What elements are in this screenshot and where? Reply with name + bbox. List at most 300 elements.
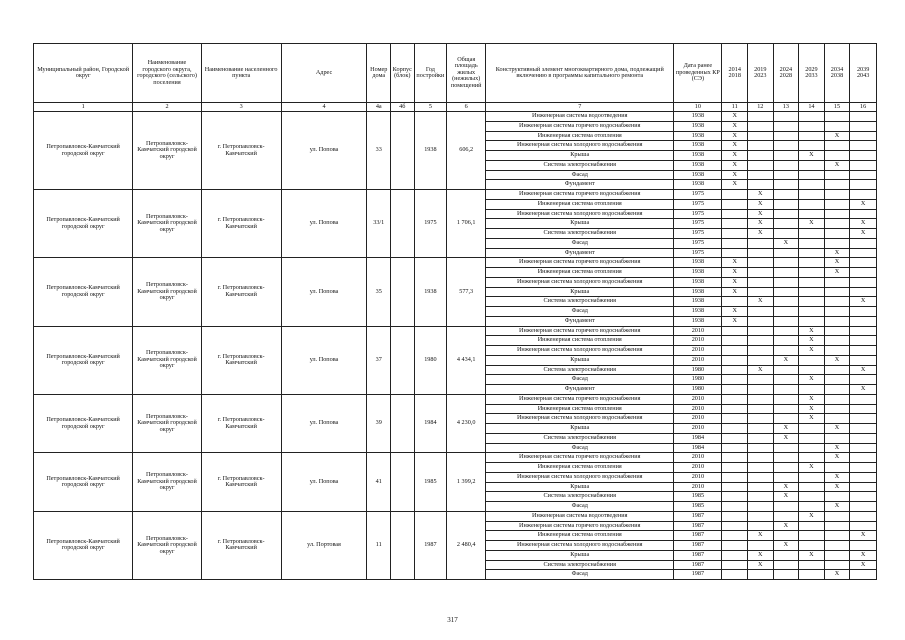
period-mark-cell bbox=[799, 424, 825, 434]
period-mark-cell bbox=[748, 521, 774, 531]
period-mark-cell: X bbox=[799, 394, 825, 404]
settlement-cell: Петропавловск-Камчатский городской округ bbox=[133, 326, 202, 394]
building-cell bbox=[391, 326, 415, 394]
period-mark-cell bbox=[722, 414, 748, 424]
year-built-cell: 1980 bbox=[414, 326, 447, 394]
period-mark-cell bbox=[850, 443, 877, 453]
period-mark-cell bbox=[799, 531, 825, 541]
period-mark-cell bbox=[722, 394, 748, 404]
period-mark-cell: X bbox=[722, 287, 748, 297]
element-cell: Фасад bbox=[486, 375, 674, 385]
address-cell: ул. Попова bbox=[281, 394, 367, 453]
prev-repair-cell: 1975 bbox=[674, 219, 722, 229]
period-mark-cell bbox=[824, 531, 850, 541]
period-mark-cell bbox=[773, 268, 799, 278]
period-mark-cell: X bbox=[850, 385, 877, 395]
house-number-cell: 37 bbox=[367, 326, 391, 394]
period-mark-cell bbox=[773, 511, 799, 521]
period-mark-cell bbox=[722, 463, 748, 473]
period-mark-cell bbox=[722, 560, 748, 570]
period-mark-cell bbox=[850, 463, 877, 473]
period-mark-cell bbox=[799, 238, 825, 248]
period-mark-cell bbox=[748, 385, 774, 395]
header-period: 2019 2023 bbox=[748, 44, 774, 103]
area-cell: 4 230,0 bbox=[447, 394, 486, 453]
period-mark-cell bbox=[850, 414, 877, 424]
header-period: 2039 2043 bbox=[850, 44, 877, 103]
element-cell: Инженерная система водоотведения bbox=[486, 112, 674, 122]
period-mark-cell bbox=[773, 190, 799, 200]
period-mark-cell: X bbox=[799, 550, 825, 560]
period-mark-cell bbox=[799, 453, 825, 463]
period-mark-cell bbox=[824, 521, 850, 531]
period-mark-cell bbox=[722, 375, 748, 385]
period-mark-cell bbox=[799, 287, 825, 297]
element-cell: Крыша bbox=[486, 151, 674, 161]
prev-repair-cell: 1938 bbox=[674, 297, 722, 307]
address-cell: ул. Попова bbox=[281, 190, 367, 258]
period-mark-cell bbox=[850, 355, 877, 365]
prev-repair-cell: 1980 bbox=[674, 365, 722, 375]
period-mark-cell bbox=[799, 229, 825, 239]
element-cell: Система электроснабжения bbox=[486, 365, 674, 375]
period-mark-cell bbox=[799, 355, 825, 365]
period-mark-cell: X bbox=[773, 482, 799, 492]
prev-repair-cell: 2010 bbox=[674, 414, 722, 424]
column-number: 10 bbox=[674, 103, 722, 112]
period-mark-cell bbox=[773, 297, 799, 307]
period-mark-cell bbox=[850, 492, 877, 502]
period-mark-cell: X bbox=[773, 541, 799, 551]
period-mark-cell bbox=[850, 502, 877, 512]
prev-repair-cell: 1938 bbox=[674, 141, 722, 151]
prev-repair-cell: 1987 bbox=[674, 550, 722, 560]
period-mark-cell bbox=[722, 365, 748, 375]
period-mark-cell bbox=[799, 365, 825, 375]
element-cell: Фундамент bbox=[486, 316, 674, 326]
element-cell: Инженерная система горячего водоснабжения bbox=[486, 121, 674, 131]
period-mark-cell bbox=[773, 414, 799, 424]
prev-repair-cell: 1975 bbox=[674, 229, 722, 239]
period-mark-cell bbox=[722, 531, 748, 541]
period-mark-cell bbox=[773, 375, 799, 385]
element-cell: Система электроснабжения bbox=[486, 297, 674, 307]
period-mark-cell bbox=[748, 268, 774, 278]
column-number: 4а bbox=[367, 103, 391, 112]
district-cell: Петропавловск-Камчатский городской округ bbox=[34, 190, 133, 258]
period-mark-cell: X bbox=[799, 336, 825, 346]
element-cell: Инженерная система горячего водоснабжения bbox=[486, 326, 674, 336]
period-mark-cell bbox=[799, 268, 825, 278]
period-mark-cell: X bbox=[850, 199, 877, 209]
period-mark-cell bbox=[824, 180, 850, 190]
period-mark-cell: X bbox=[748, 560, 774, 570]
period-mark-cell bbox=[850, 453, 877, 463]
period-mark-cell: X bbox=[748, 297, 774, 307]
prev-repair-cell: 1975 bbox=[674, 248, 722, 258]
period-mark-cell bbox=[850, 482, 877, 492]
period-mark-cell: X bbox=[748, 229, 774, 239]
table-row bbox=[34, 190, 877, 200]
header-area: Общая площадь жилых (нежилых) помещений bbox=[447, 44, 486, 103]
element-cell: Инженерная система горячего водоснабжения bbox=[486, 453, 674, 463]
district-cell: Петропавловск-Камчатский городской округ bbox=[34, 511, 133, 579]
period-mark-cell bbox=[799, 316, 825, 326]
area-cell: 1 706,1 bbox=[447, 190, 486, 258]
period-mark-cell bbox=[722, 219, 748, 229]
period-mark-cell: X bbox=[824, 443, 850, 453]
element-cell: Инженерная система холодного водоснабжения bbox=[486, 277, 674, 287]
prev-repair-cell: 2010 bbox=[674, 355, 722, 365]
prev-repair-cell: 2010 bbox=[674, 326, 722, 336]
period-mark-cell bbox=[773, 112, 799, 122]
period-mark-cell: X bbox=[850, 297, 877, 307]
locality-cell: г. Петропавловск-Камчатский bbox=[201, 326, 281, 394]
period-mark-cell bbox=[850, 180, 877, 190]
period-mark-cell bbox=[824, 170, 850, 180]
period-mark-cell bbox=[773, 277, 799, 287]
period-mark-cell bbox=[824, 560, 850, 570]
period-mark-cell bbox=[799, 190, 825, 200]
column-number: 13 bbox=[773, 103, 799, 112]
period-mark-cell bbox=[748, 238, 774, 248]
area-cell: 1 399,2 bbox=[447, 453, 486, 512]
column-number: 3 bbox=[201, 103, 281, 112]
period-mark-cell bbox=[773, 248, 799, 258]
period-mark-cell: X bbox=[799, 414, 825, 424]
period-mark-cell bbox=[799, 277, 825, 287]
period-mark-cell bbox=[748, 326, 774, 336]
header-prev-repair: Дата ранее проведенных КР (СЭ) bbox=[674, 44, 722, 103]
period-mark-cell bbox=[824, 121, 850, 131]
element-cell: Система электроснабжения bbox=[486, 160, 674, 170]
period-mark-cell bbox=[799, 541, 825, 551]
period-mark-cell bbox=[722, 209, 748, 219]
period-mark-cell bbox=[722, 326, 748, 336]
period-mark-cell bbox=[722, 404, 748, 414]
period-mark-cell bbox=[799, 482, 825, 492]
prev-repair-cell: 1938 bbox=[674, 170, 722, 180]
period-mark-cell bbox=[748, 472, 774, 482]
period-mark-cell bbox=[850, 141, 877, 151]
period-mark-cell bbox=[850, 112, 877, 122]
column-number: 5 bbox=[414, 103, 447, 112]
prev-repair-cell: 1938 bbox=[674, 277, 722, 287]
period-mark-cell: X bbox=[799, 375, 825, 385]
period-mark-cell bbox=[799, 385, 825, 395]
header-district: Муниципальный район, Городской округ bbox=[34, 44, 133, 103]
table-body bbox=[34, 112, 877, 580]
period-mark-cell bbox=[773, 258, 799, 268]
element-cell: Система электроснабжения bbox=[486, 560, 674, 570]
period-mark-cell: X bbox=[748, 199, 774, 209]
period-mark-cell bbox=[773, 219, 799, 229]
period-mark-cell bbox=[850, 160, 877, 170]
prev-repair-cell: 1938 bbox=[674, 151, 722, 161]
header-row bbox=[34, 44, 877, 103]
period-mark-cell bbox=[773, 307, 799, 317]
element-cell: Система электроснабжения bbox=[486, 433, 674, 443]
period-mark-cell bbox=[748, 570, 774, 580]
period-mark-cell bbox=[799, 160, 825, 170]
period-mark-cell bbox=[799, 570, 825, 580]
house-number-cell: 39 bbox=[367, 394, 391, 453]
period-mark-cell bbox=[799, 472, 825, 482]
period-mark-cell: X bbox=[824, 482, 850, 492]
column-number: 2 bbox=[133, 103, 202, 112]
column-number: 6 bbox=[447, 103, 486, 112]
period-mark-cell bbox=[748, 424, 774, 434]
period-mark-cell bbox=[824, 287, 850, 297]
period-mark-cell bbox=[850, 238, 877, 248]
period-mark-cell: X bbox=[722, 160, 748, 170]
period-mark-cell bbox=[799, 307, 825, 317]
prev-repair-cell: 1938 bbox=[674, 160, 722, 170]
element-cell: Инженерная система отопления bbox=[486, 131, 674, 141]
period-mark-cell bbox=[722, 502, 748, 512]
period-mark-cell bbox=[722, 385, 748, 395]
year-built-cell: 1938 bbox=[414, 258, 447, 326]
period-mark-cell bbox=[824, 151, 850, 161]
period-mark-cell bbox=[722, 336, 748, 346]
prev-repair-cell: 2010 bbox=[674, 453, 722, 463]
period-mark-cell bbox=[748, 277, 774, 287]
column-number: 14 bbox=[799, 103, 825, 112]
period-mark-cell bbox=[748, 541, 774, 551]
prev-repair-cell: 1980 bbox=[674, 375, 722, 385]
header-settlement: Наименование городского округа, городского (сельского) поселения bbox=[133, 44, 202, 103]
period-mark-cell bbox=[748, 346, 774, 356]
column-number: 1 bbox=[34, 103, 133, 112]
period-mark-cell bbox=[773, 394, 799, 404]
period-mark-cell: X bbox=[824, 160, 850, 170]
period-mark-cell: X bbox=[748, 209, 774, 219]
column-number: 12 bbox=[748, 103, 774, 112]
period-mark-cell bbox=[773, 229, 799, 239]
period-mark-cell bbox=[824, 394, 850, 404]
period-mark-cell bbox=[850, 268, 877, 278]
period-mark-cell bbox=[824, 511, 850, 521]
period-mark-cell: X bbox=[850, 531, 877, 541]
building-cell bbox=[391, 190, 415, 258]
period-mark-cell bbox=[850, 375, 877, 385]
period-mark-cell: X bbox=[799, 151, 825, 161]
period-mark-cell bbox=[850, 326, 877, 336]
period-mark-cell: X bbox=[799, 326, 825, 336]
period-mark-cell bbox=[748, 248, 774, 258]
district-cell: Петропавловск-Камчатский городской округ bbox=[34, 112, 133, 190]
period-mark-cell bbox=[748, 180, 774, 190]
prev-repair-cell: 1984 bbox=[674, 433, 722, 443]
period-mark-cell bbox=[824, 541, 850, 551]
prev-repair-cell: 1987 bbox=[674, 521, 722, 531]
prev-repair-cell: 2010 bbox=[674, 482, 722, 492]
period-mark-cell bbox=[850, 346, 877, 356]
period-mark-cell bbox=[773, 316, 799, 326]
period-mark-cell bbox=[773, 463, 799, 473]
period-mark-cell: X bbox=[748, 190, 774, 200]
header-element: Конструктивный элемент многоквартирного дома, подлежащий включению в программы капитального ремонта bbox=[486, 44, 674, 103]
prev-repair-cell: 1987 bbox=[674, 570, 722, 580]
period-mark-cell bbox=[722, 570, 748, 580]
period-mark-cell bbox=[850, 170, 877, 180]
prev-repair-cell: 1985 bbox=[674, 492, 722, 502]
period-mark-cell bbox=[773, 199, 799, 209]
period-mark-cell: X bbox=[722, 151, 748, 161]
table-row bbox=[34, 453, 877, 463]
period-mark-cell bbox=[722, 433, 748, 443]
element-cell: Инженерная система водоотведения bbox=[486, 511, 674, 521]
period-mark-cell: X bbox=[824, 268, 850, 278]
period-mark-cell bbox=[799, 112, 825, 122]
period-mark-cell bbox=[799, 521, 825, 531]
table-row bbox=[34, 511, 877, 521]
period-mark-cell: X bbox=[824, 424, 850, 434]
building-cell bbox=[391, 258, 415, 326]
address-cell: ул. Попова bbox=[281, 453, 367, 512]
house-number-cell: 33 bbox=[367, 112, 391, 190]
element-cell: Инженерная система отопления bbox=[486, 463, 674, 473]
period-mark-cell bbox=[748, 502, 774, 512]
area-cell: 4 434,1 bbox=[447, 326, 486, 394]
period-mark-cell: X bbox=[773, 433, 799, 443]
period-mark-cell bbox=[773, 170, 799, 180]
period-mark-cell bbox=[722, 482, 748, 492]
period-mark-cell: X bbox=[799, 346, 825, 356]
period-mark-cell: X bbox=[722, 112, 748, 122]
period-mark-cell bbox=[722, 355, 748, 365]
period-mark-cell bbox=[773, 365, 799, 375]
building-cell bbox=[391, 112, 415, 190]
period-mark-cell bbox=[824, 326, 850, 336]
period-mark-cell bbox=[722, 550, 748, 560]
period-mark-cell bbox=[773, 502, 799, 512]
period-mark-cell: X bbox=[850, 219, 877, 229]
period-mark-cell bbox=[722, 297, 748, 307]
prev-repair-cell: 1938 bbox=[674, 258, 722, 268]
period-mark-cell bbox=[748, 316, 774, 326]
prev-repair-cell: 1975 bbox=[674, 238, 722, 248]
period-mark-cell bbox=[773, 121, 799, 131]
element-cell: Инженерная система отопления bbox=[486, 336, 674, 346]
period-mark-cell: X bbox=[824, 248, 850, 258]
period-mark-cell bbox=[824, 433, 850, 443]
period-mark-cell bbox=[850, 121, 877, 131]
prev-repair-cell: 2010 bbox=[674, 424, 722, 434]
period-mark-cell bbox=[850, 511, 877, 521]
period-mark-cell bbox=[850, 424, 877, 434]
period-mark-cell bbox=[824, 141, 850, 151]
header-period: 2034 2038 bbox=[824, 44, 850, 103]
period-mark-cell bbox=[773, 131, 799, 141]
element-cell: Инженерная система горячего водоснабжения bbox=[486, 258, 674, 268]
period-mark-cell bbox=[748, 307, 774, 317]
period-mark-cell: X bbox=[722, 170, 748, 180]
period-mark-cell bbox=[824, 209, 850, 219]
element-cell: Инженерная система холодного водоснабжения bbox=[486, 209, 674, 219]
period-mark-cell bbox=[850, 209, 877, 219]
period-mark-cell bbox=[748, 112, 774, 122]
period-mark-cell: X bbox=[722, 141, 748, 151]
period-mark-cell bbox=[824, 463, 850, 473]
period-mark-cell bbox=[824, 112, 850, 122]
prev-repair-cell: 1975 bbox=[674, 199, 722, 209]
period-mark-cell bbox=[850, 394, 877, 404]
locality-cell: г. Петропавловск-Камчатский bbox=[201, 511, 281, 579]
period-mark-cell: X bbox=[722, 307, 748, 317]
header-period: 2014 2018 bbox=[722, 44, 748, 103]
period-mark-cell bbox=[722, 199, 748, 209]
period-mark-cell bbox=[799, 258, 825, 268]
period-mark-cell bbox=[722, 248, 748, 258]
period-mark-cell bbox=[799, 121, 825, 131]
period-mark-cell bbox=[773, 443, 799, 453]
period-mark-cell bbox=[824, 238, 850, 248]
period-mark-cell: X bbox=[799, 463, 825, 473]
period-mark-cell bbox=[722, 238, 748, 248]
prev-repair-cell: 1938 bbox=[674, 131, 722, 141]
period-mark-cell: X bbox=[722, 180, 748, 190]
period-mark-cell bbox=[850, 287, 877, 297]
period-mark-cell bbox=[824, 307, 850, 317]
element-cell: Фасад bbox=[486, 170, 674, 180]
prev-repair-cell: 1980 bbox=[674, 385, 722, 395]
period-mark-cell bbox=[748, 482, 774, 492]
element-cell: Крыша bbox=[486, 219, 674, 229]
period-mark-cell bbox=[722, 424, 748, 434]
period-mark-cell: X bbox=[824, 453, 850, 463]
period-mark-cell bbox=[748, 443, 774, 453]
period-mark-cell bbox=[850, 316, 877, 326]
period-mark-cell: X bbox=[824, 131, 850, 141]
element-cell: Инженерная система отопления bbox=[486, 199, 674, 209]
period-mark-cell bbox=[824, 297, 850, 307]
period-mark-cell bbox=[824, 316, 850, 326]
period-mark-cell bbox=[773, 209, 799, 219]
period-mark-cell bbox=[824, 190, 850, 200]
period-mark-cell bbox=[799, 180, 825, 190]
district-cell: Петропавловск-Камчатский городской округ bbox=[34, 394, 133, 453]
element-cell: Фундамент bbox=[486, 385, 674, 395]
prev-repair-cell: 2010 bbox=[674, 346, 722, 356]
address-cell: ул. Попова bbox=[281, 112, 367, 190]
period-mark-cell bbox=[773, 404, 799, 414]
period-mark-cell bbox=[850, 404, 877, 414]
period-mark-cell bbox=[773, 287, 799, 297]
period-mark-cell bbox=[850, 277, 877, 287]
settlement-cell: Петропавловск-Камчатский городской округ bbox=[133, 511, 202, 579]
page-number: 317 bbox=[447, 616, 458, 624]
locality-cell: г. Петропавловск-Камчатский bbox=[201, 453, 281, 512]
house-number-cell: 35 bbox=[367, 258, 391, 326]
settlement-cell: Петропавловск-Камчатский городской округ bbox=[133, 394, 202, 453]
area-cell: 606,2 bbox=[447, 112, 486, 190]
period-mark-cell: X bbox=[850, 550, 877, 560]
element-cell: Крыша bbox=[486, 424, 674, 434]
period-mark-cell bbox=[748, 131, 774, 141]
prev-repair-cell: 1987 bbox=[674, 531, 722, 541]
period-mark-cell bbox=[748, 336, 774, 346]
header-period: 2024 2028 bbox=[773, 44, 799, 103]
year-built-cell: 1985 bbox=[414, 453, 447, 512]
period-mark-cell bbox=[824, 404, 850, 414]
period-mark-cell bbox=[748, 121, 774, 131]
prev-repair-cell: 2010 bbox=[674, 463, 722, 473]
period-mark-cell bbox=[748, 463, 774, 473]
header-period: 2029 2033 bbox=[799, 44, 825, 103]
period-mark-cell bbox=[850, 151, 877, 161]
period-mark-cell bbox=[722, 492, 748, 502]
